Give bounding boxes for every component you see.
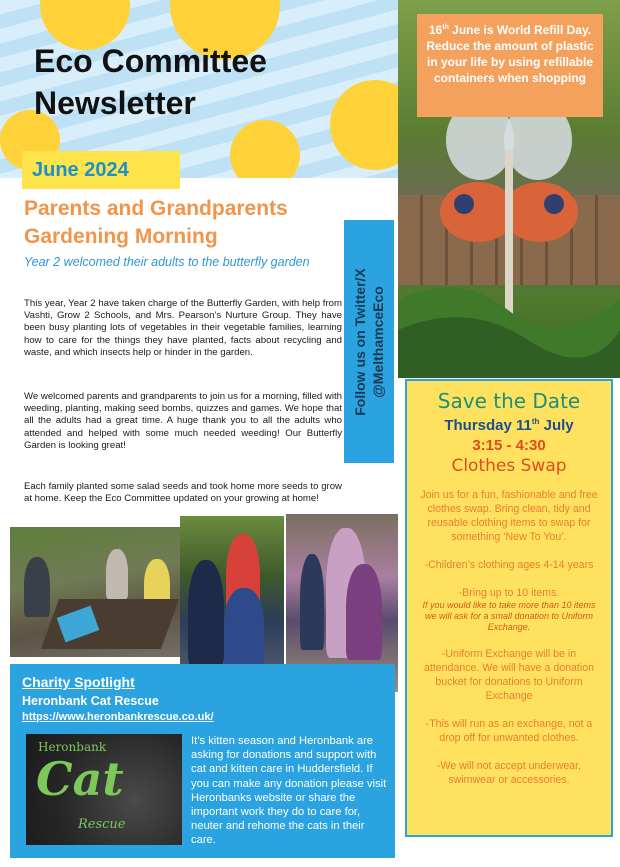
article-paragraph: This year, Year 2 have taken charge of the Butterfly Garden, with help from Vashti, Grow 2 Schools, and Mrs. Pearson’s Nurture Group. They have been busy planting lots of vegetables in their vegetable families, learning how to care for the things they have planted, facts about recycling and waste, and which insects help or hinder in the garden. xyxy=(24,298,342,358)
refill-day-notice xyxy=(417,14,603,117)
gardening-photo xyxy=(180,516,284,666)
event-item: -We will not accept underwear, swimwear or accessories. xyxy=(436,760,582,786)
logo-bottom-text: Rescue xyxy=(78,817,126,832)
event-item: -Uniform Exchange will be in attendance. We will have a donation bucket for donations to Uniform Exchange xyxy=(423,648,594,702)
article-subheading: Year 2 welcomed their adults to the butterfly garden xyxy=(24,255,310,269)
event-item xyxy=(417,586,601,633)
logo-top-text: Heronbank xyxy=(38,740,107,754)
article-paragraph: We welcomed parents and grandparents to join us for a morning, filled with weeding, planting, making seed bombs, quizzes and games. We hope that all the adults had a great time. A huge thank you to all the adults who attended and helped with some much needed weeding! Our Butterfly Garden is looking great! xyxy=(24,391,342,451)
event-details xyxy=(417,488,601,787)
event-item-note: If you would like to take more than 10 items we will ask for a small donation to Uniform Exchange. xyxy=(422,600,596,632)
heronbank-logo xyxy=(26,734,182,845)
title-line-2: Newsletter xyxy=(34,85,196,121)
newsletter-title xyxy=(34,40,354,124)
event-name: Clothes Swap xyxy=(451,456,567,476)
gardening-photo xyxy=(10,527,180,657)
charity-title: Charity Spotlight xyxy=(22,674,135,690)
issue-date: June 2024 xyxy=(22,151,180,189)
save-the-date-panel xyxy=(405,379,613,837)
save-the-date-title: Save the Date xyxy=(437,389,581,413)
twitter-banner[interactable] xyxy=(344,220,394,463)
refill-day-text: June is World Refill Day. Reduce the amount of plastic in your life by using refillable containers when shopping xyxy=(426,23,594,85)
event-time: 3:15 - 4:30 xyxy=(472,437,546,454)
twitter-text xyxy=(351,268,387,416)
event-date-prefix: Thursday 11 xyxy=(444,417,532,434)
event-item: -Children’s clothing ages 4-14 years xyxy=(424,559,594,571)
article-paragraph: Each family planted some salad seeds and took home more seeds to grow at home. Keep the Eco Committee updated on your growing at home! xyxy=(24,481,342,505)
event-item-text: -Bring up to 10 items. xyxy=(458,587,560,599)
event-intro: Join us for a fun, fashionable and free clothes swap. Bring clean, tidy and reusable clothing items to swap for something ‘New To You’. xyxy=(420,489,598,543)
title-line-1: Eco Committee xyxy=(34,43,267,79)
logo-main-text: Cat xyxy=(36,752,124,806)
event-date-ordinal: th xyxy=(531,417,540,426)
charity-spotlight-panel xyxy=(10,664,395,858)
event-date-suffix: July xyxy=(539,417,574,434)
charity-website-link[interactable]: https://www.heronbankrescue.co.uk/ xyxy=(22,711,214,723)
event-item: -This will run as an exchange, not a drop off for unwanted clothes. xyxy=(425,718,593,744)
article-headline: Parents and Grandparents Gardening Morning xyxy=(24,197,288,248)
refill-day-ordinal: th xyxy=(442,24,449,31)
charity-name: Heronbank Cat Rescue xyxy=(22,694,159,708)
refill-day-number: 16 xyxy=(428,23,443,37)
charity-description: It’s kitten season and Heronbank are asking for donations and support with cat and kitten care in Huddersfield. If you can make any donation please visit Heronbanks website or share the important work they do to care for, neuter and rehome the cats in their care. xyxy=(191,735,387,847)
sun-illustration xyxy=(230,120,300,178)
twitter-handle[interactable]: @MelthamceEco xyxy=(370,285,387,398)
twitter-follow-label: Follow us on Twitter/X xyxy=(352,267,369,416)
event-date xyxy=(407,417,611,434)
